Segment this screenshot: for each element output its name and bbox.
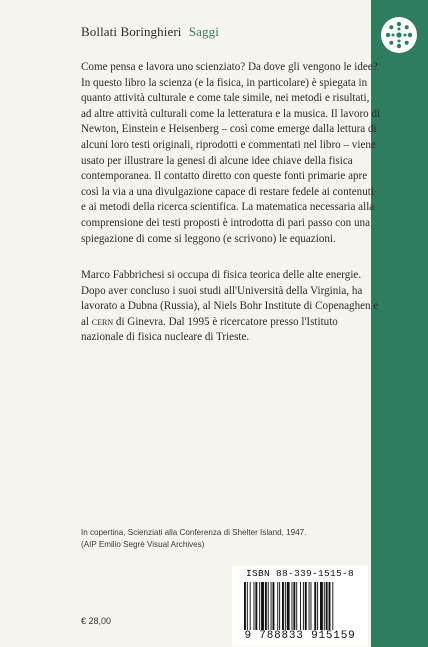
cover-credit bbox=[81, 527, 381, 551]
barcode-box bbox=[232, 566, 368, 646]
cover-credit-line1: In copertina, Scienziati alla Conferenza di Shelter Island, 1947. bbox=[81, 528, 307, 537]
book-description: Come pensa e lavora uno scienziato? Da dove gli vengono le idee? In questo libro la scienza (e la fisica, in particolare) è spiegata in quanto attività culturale e come tale simile, nei metodi e risultati, ad altre attività culturali come la letteratura e la musica. Il lavoro di Newton, Einstein e Heisenberg – così come emerge dalla lettura di alcuni loro testi originali, riprodotti e commentati nel libro – viene usato per illustrare la genesi di alcune idee chiave della fisica contemporanea. Il contatto diretto con queste fonti primarie apre così la via a una divulgazione capace di restare fedele ai contenuti e ai metodi della ricerca scientifica. La matematica necessaria alla comprensione dei testi proposti è introdotta di pari passo con una spiegazione di come si leggono (e scrivono) le equazioni. bbox=[81, 61, 381, 245]
ean-digits: 9 788833 915159 bbox=[244, 630, 356, 642]
star-cluster-logo-icon bbox=[380, 16, 418, 54]
author-bio bbox=[81, 268, 381, 346]
price-label: € 28,00 bbox=[81, 616, 112, 626]
publisher-header bbox=[81, 24, 219, 40]
author-bio-acronym: cern bbox=[91, 315, 114, 328]
author-bio-part1: Marco Fabbrichesi si occupa di fisica teorica delle alte energie. Dopo aver concluso i suoi studi all'Università della Virginia, ha lavorato a Dubna (Russia), al Niels Bohr Institute di Copenaghen e al bbox=[81, 269, 379, 328]
series-name: Saggi bbox=[188, 24, 219, 39]
barcode-bars bbox=[242, 582, 358, 630]
isbn-label: ISBN 88-339-1515-8 bbox=[245, 568, 355, 579]
author-bio-part2: di Ginevra. Dal 1995 è ricercatore presso l'Istituto nazionale di fisica nucleare di Trieste. bbox=[81, 315, 338, 344]
cover-credit-line2: (AIP Emilio Segrè Visual Archives) bbox=[81, 540, 205, 549]
publisher-name: Bollati Boringhieri bbox=[81, 24, 182, 39]
